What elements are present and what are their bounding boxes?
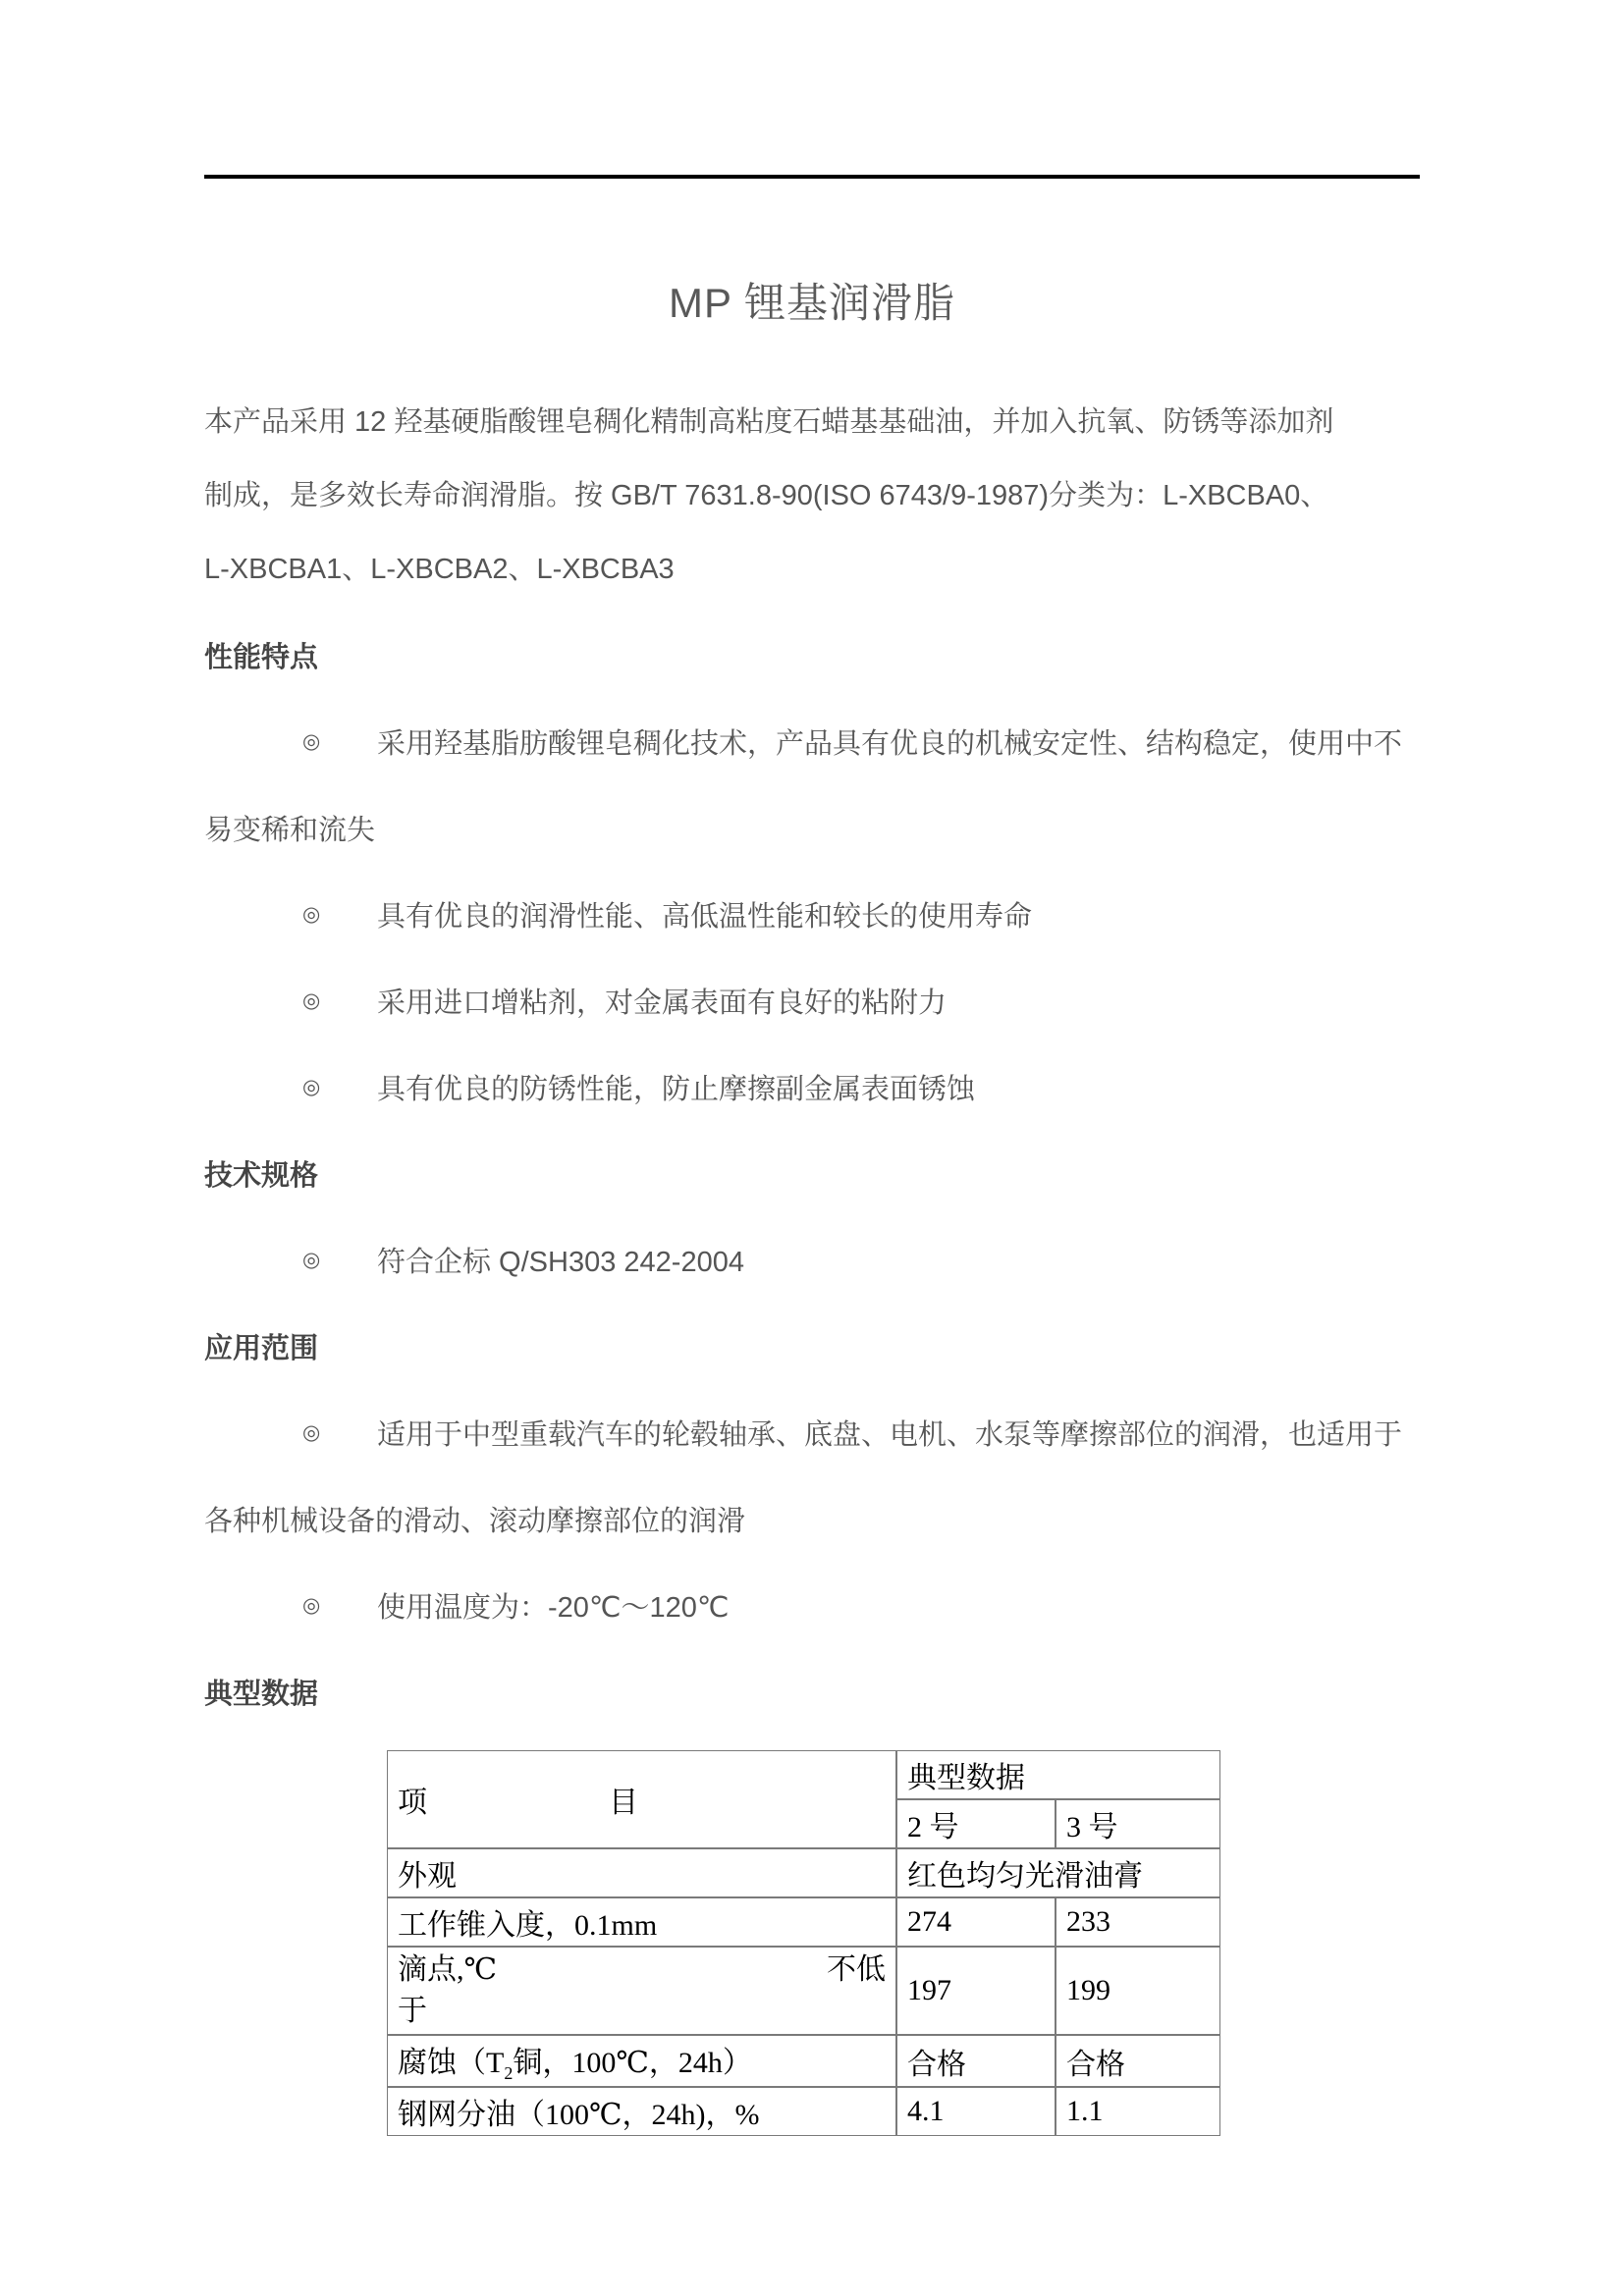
bullet-icon: ◎ — [302, 1075, 321, 1098]
drop-point-qualifier-wrap: 于 — [398, 1995, 427, 2027]
row-value-grade2: 274 — [896, 1897, 1056, 1947]
list-item-text: 采用进口增粘剂，对金属表面有良好的粘附力 — [377, 987, 947, 1019]
list-item-text: 符合企标 Q/SH303 242-2004 — [377, 1246, 744, 1278]
list-item — [204, 1389, 1420, 1475]
table-row-oil-separation — [387, 2087, 1220, 2136]
row-value-grade2: 197 — [896, 1947, 1056, 2035]
row-value-grade3: 合格 — [1056, 2035, 1220, 2087]
section-heading-applications: 应用范围 — [204, 1332, 319, 1364]
section-heading-specs: 技术规格 — [204, 1159, 319, 1192]
row-value-grade3: 199 — [1056, 1947, 1220, 2035]
intro-paragraph — [204, 383, 1420, 604]
intro-line: 本产品采用 12 羟基硬脂酸锂皂稠化精制高粘度石蜡基基础油，并加入抗氧、防锈等添加剂 — [204, 406, 1334, 438]
row-label: 腐蚀（$T_2$铜，100℃，24h） — [387, 2035, 896, 2087]
bullet-icon: ◎ — [302, 729, 321, 753]
bullet-icon: ◎ — [302, 1593, 321, 1617]
list-item-text: 具有优良的润滑性能、高低温性能和较长的使用寿命 — [377, 900, 1033, 933]
document-content — [0, 175, 1624, 2136]
row-value-grade2: 合格 — [896, 2035, 1056, 2087]
row-label: 工作锥入度，0.1mm — [387, 1897, 896, 1947]
list-item — [204, 957, 1420, 1043]
list-item — [204, 1562, 1420, 1648]
drop-point-qualifier: 不低 — [827, 1953, 886, 1986]
list-item — [204, 698, 1420, 784]
row-value: 红色均匀光滑油膏 — [896, 1848, 1220, 1897]
header-cell-grade2: 2 号 — [896, 1799, 1056, 1848]
list-item — [204, 1216, 1420, 1303]
intro-line: 制成，是多效长寿命润滑脂。按 GB/T 7631.8-90(ISO 6743/9-1987)分类为：L-XBCBA0、 — [204, 480, 1329, 511]
bullet-icon: ◎ — [302, 902, 321, 926]
list-item — [204, 871, 1420, 957]
row-label — [387, 1947, 896, 2035]
sections — [204, 612, 1420, 1735]
typical-data-table — [387, 1750, 1220, 2136]
typical-data-table-wrap — [387, 1750, 1420, 2136]
header-item-right: 目 — [609, 1787, 638, 1819]
header-cell-item — [387, 1750, 896, 1848]
table-header-row — [387, 1750, 1220, 1799]
section-heading-typical-data: 典型数据 — [204, 1678, 319, 1710]
table-row-corrosion — [387, 2035, 1220, 2087]
list-item-continuation: 各种机械设备的滑动、滚动摩擦部位的润滑 — [204, 1505, 746, 1537]
table-row-appearance — [387, 1848, 1220, 1897]
header-cell-grade3: 3 号 — [1056, 1799, 1220, 1848]
bullet-icon: ◎ — [302, 1248, 321, 1271]
list-item — [204, 1043, 1420, 1130]
row-label: 外观 — [387, 1848, 896, 1897]
list-item-text: 适用于中型重载汽车的轮毂轴承、底盘、电机、水泵等摩擦部位的润滑，也适用于 — [377, 1418, 1403, 1451]
row-value-grade3: 233 — [1056, 1897, 1220, 1947]
list-item-text: 具有优良的防锈性能，防止摩擦副金属表面锈蚀 — [377, 1073, 976, 1105]
list-item-text: 使用温度为：-20℃～120℃ — [377, 1591, 730, 1624]
row-value-grade3: 1.1 — [1056, 2087, 1220, 2136]
row-label: 钢网分油（100℃，24h)，% — [387, 2087, 896, 2136]
header-item-left: 项 — [398, 1787, 427, 1819]
header-rule — [204, 175, 1420, 179]
intro-line: L-XBCBA1、L-XBCBA2、L-XBCBA3 — [204, 554, 675, 585]
table-row-drop-point — [387, 1947, 1220, 2035]
table-row-penetration — [387, 1897, 1220, 1947]
section-heading-features: 性能特点 — [204, 641, 319, 673]
bullet-icon: ◎ — [302, 1420, 321, 1444]
header-cell-group: 典型数据 — [896, 1750, 1220, 1799]
list-item-continuation: 易变稀和流失 — [204, 814, 376, 846]
drop-point-label: 滴点,℃ — [398, 1953, 498, 1986]
bullet-icon: ◎ — [302, 988, 321, 1012]
list-item-text: 采用羟基脂肪酸锂皂稠化技术，产品具有优良的机械安定性、结构稳定，使用中不 — [377, 727, 1403, 760]
row-value-grade2: 4.1 — [896, 2087, 1056, 2136]
page-title: MP 锂基润滑脂 — [669, 280, 955, 326]
